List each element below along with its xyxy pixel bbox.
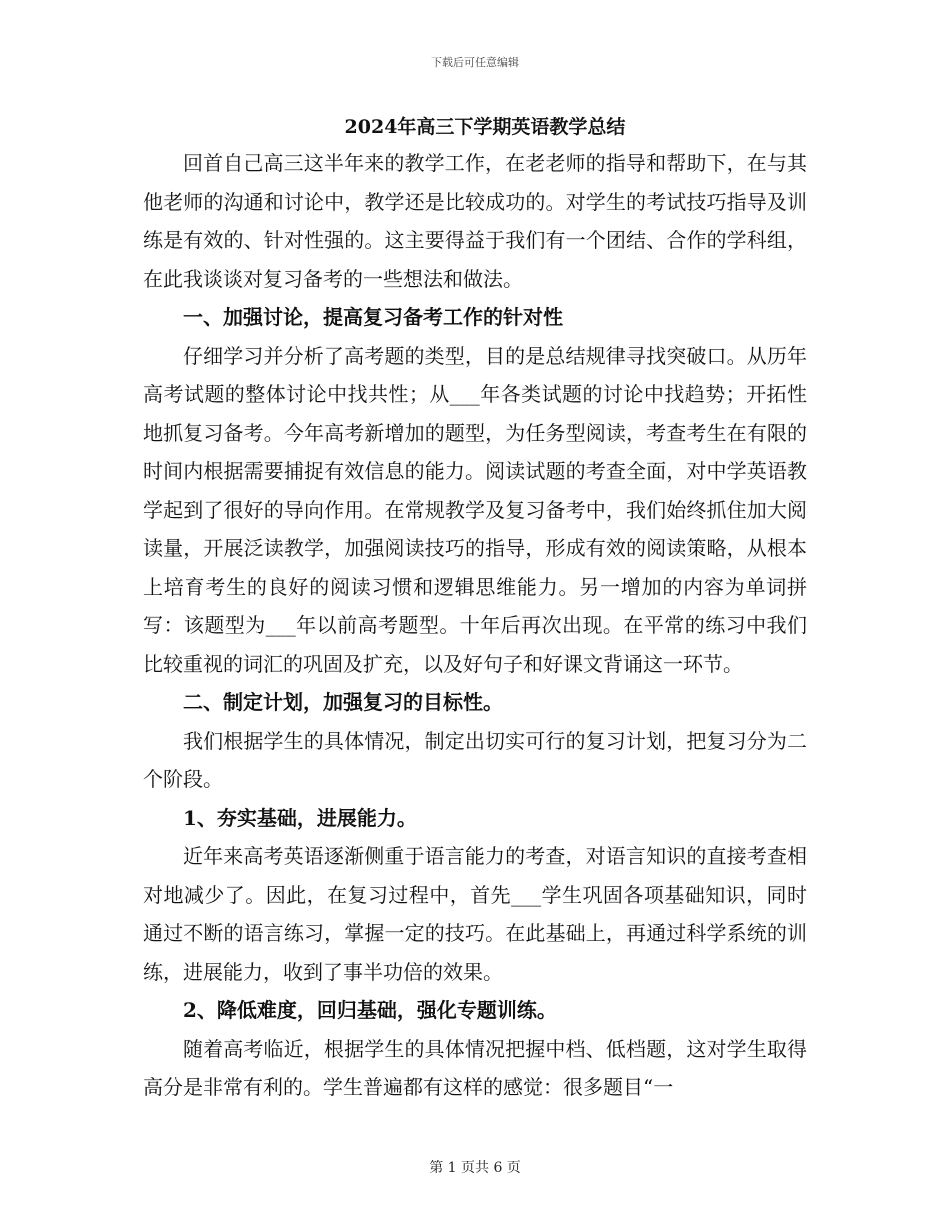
section-heading: 一、加强讨论，提高复习备考工作的针对性 (183, 305, 563, 329)
paragraph: 仔细学习并分析了高考题的类型，目的是总结规律寻找突破口。从历年高考试题的整体讨论中找共性；从___年各类试题的讨论中找趋势；开拓性地抓复习备考。今年高考新增加的题型，为任务型阅读，考查考生在有限的时间内根据需要捕捉有效信息的能力。阅读试题的考查全面，对中学英语教学起到了很好的导向作用。在常规教学及复习备考中，我们始终抓住加大阅读量，开展泛读教学，加强阅读技巧的指导，形成有效的阅读策略，从根本上培育考生的良好的阅读习惯和逻辑思维能力。另一增加的内容为单词拼写：该题型为___年以前高考题型。十年后再次出现。在平常的练习中我们比较重视的词汇的巩固及扩充，以及好句子和好课文背诵这一环节。 (143, 343, 807, 676)
paragraph: 回首自己高三这半年来的教学工作，在老老师的指导和帮助下，在与其他老师的沟通和讨论中，教学还是比较成功的。对学生的考试技巧指导及训练是有效的、针对性强的。这主要得益于我们有一个团结、合作的学科组，在此我谈谈对复习备考的一些想法和做法。 (143, 151, 807, 291)
paragraph: 随着高考临近，根据学生的具体情况把握中档、低档题，这对学生取得高分是非常有利的。学生普遍都有这样的感觉：很多题目“一 (143, 1036, 807, 1099)
document-body (143, 114, 807, 1107)
page-header: 下载后可任意编辑 (431, 56, 519, 69)
page-footer: 第 1 页共 6 页 (429, 1160, 521, 1176)
document-title: 2024年高三下学期英语教学总结 (344, 116, 626, 138)
paragraph: 我们根据学生的具体情况，制定出切实可行的复习计划，把复习分为二个阶段。 (143, 728, 807, 791)
section-heading: 二、制定计划，加强复习的目标性。 (183, 690, 503, 714)
subsection-heading: 1、夯实基础，进展能力。 (183, 805, 417, 830)
paragraph: 近年来高考英语逐渐侧重于语言能力的考查，对语言知识的直接考查相对地减少了。因此，在复习过程中，首先___学生巩固各项基础知识，同时通过不断的语言练习，掌握一定的技巧。在此基础上，再通过科学系统的训练，进展能力，收到了事半功倍的效果。 (143, 844, 807, 984)
subsection-heading: 2、降低难度，回归基础，强化专题训练。 (183, 998, 557, 1022)
